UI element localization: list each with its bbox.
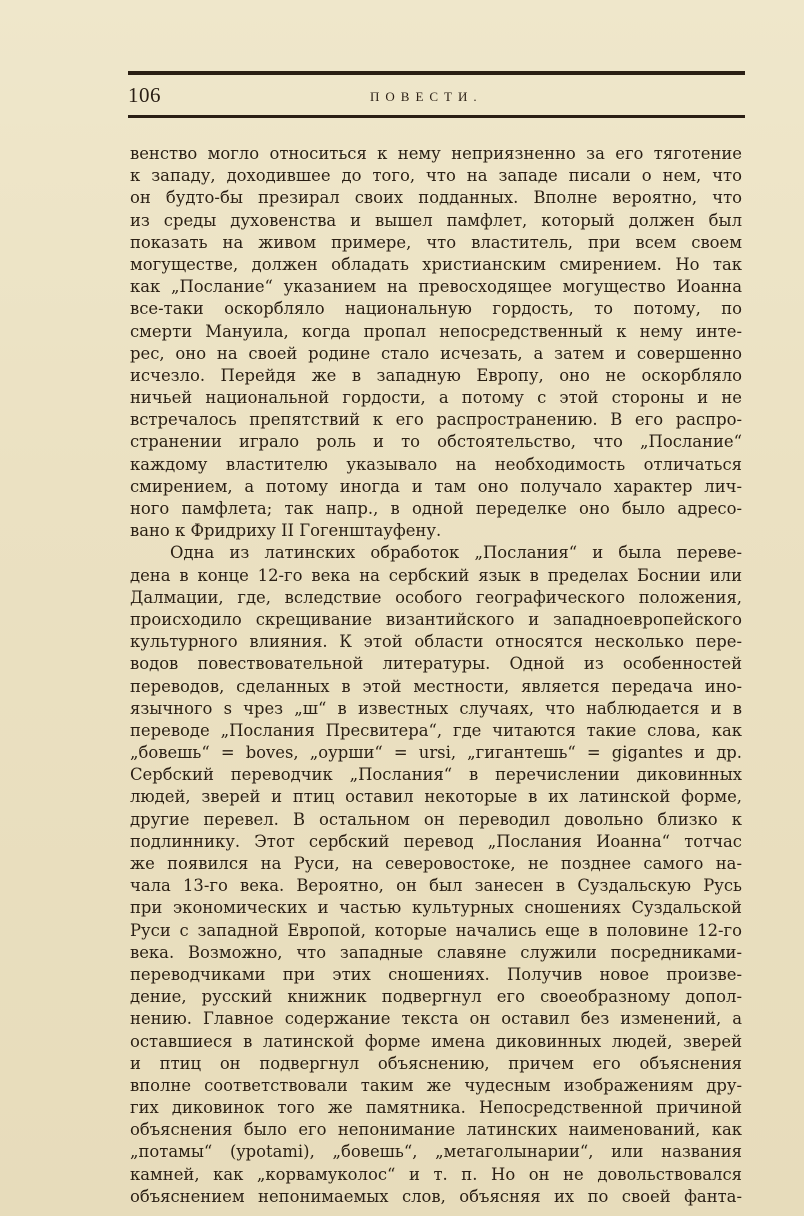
text-line: встречалось препятствий к его распространению. В его распро- — [130, 410, 742, 430]
text-line: к западу, доходившее до того, что на западе писали о нем, что — [130, 166, 742, 186]
text-line: же появился на Руси, на северовостоке, не позднее самого на- — [130, 854, 742, 873]
text-line: происходило скрещивание византийского и западноевропейского — [130, 609, 742, 629]
text-line: камней, как „корвамуколос“ и т. п. Но он не довольствовался — [130, 1164, 742, 1184]
text-line: ного памфлета; так напр., в одной переделке оно было адресо- — [130, 499, 742, 518]
text-line: переводе „Послания Пресвитера“, где читаются такие слова, как — [130, 720, 742, 740]
text-line: объяснения было его непонимание латинских наименований, как — [130, 1120, 742, 1140]
text-line: оставшиеся в латинской форме имена диковинных людей, зверей — [130, 1031, 742, 1051]
text-line: объяснением непонимаемых слов, объясняя их по своей фанта- — [130, 1186, 742, 1206]
header-top-rule — [128, 71, 745, 75]
text-line: людей, зверей и птиц оставил некоторые в их латинской форме, — [130, 787, 742, 807]
text-line: все-таки оскорбляло национальную гордость, то потому, по — [130, 299, 742, 319]
page-header — [128, 82, 745, 112]
text-line: смирением, а потому иногда и там оно получало характер лич- — [130, 476, 742, 496]
text-line: показать на живом примере, что властитель, при всем своем — [130, 232, 742, 252]
text-line: дена в конце 12-го века на сербский язык в пределах Боснии или — [130, 565, 742, 585]
running-head: ПОВЕСТИ. — [370, 89, 483, 104]
text-line: Далмации, где, вследствие особого географического положения, — [130, 587, 742, 607]
text-line: странении играло роль и то обстоятельство, что „Послание“ — [130, 432, 742, 452]
text-line: венство могло относиться к нему неприязненно за его тяготение — [130, 144, 742, 163]
text-line: подлиннику. Этот сербский перевод „Послания Иоанна“ тотчас — [130, 831, 742, 851]
text-line: исчезло. Перейдя же в западную Европу, оно не оскорбляло — [130, 365, 742, 385]
text-line: рес, оно на своей родине стало исчезать, а затем и совершенно — [130, 343, 742, 363]
text-line: гих диковинок того же памятника. Непосредственной причиной — [130, 1098, 742, 1118]
text-line: как „Послание“ указанием на превосходящее могущество Иоанна — [130, 277, 742, 297]
text-line: и птиц он подвергнул объяснению, причем его объяснения — [130, 1053, 742, 1073]
body-text — [130, 143, 742, 1208]
text-line: века. Возможно, что западные славяне служили посредниками- — [130, 942, 742, 962]
text-line: каждому властителю указывало на необходимость отличаться — [130, 454, 742, 474]
text-line: ничьей национальной гордости, а потому с этой стороны и не — [130, 388, 742, 408]
text-line: он будто-бы презирал своих подданных. Вполне вероятно, что — [130, 188, 742, 208]
text-line: Руси с западной Европой, которые начались еще в половине 12-го — [130, 920, 742, 940]
text-line: чала 13-го века. Вероятно, он был занесен в Суздальскую Русь — [130, 876, 742, 896]
text-line: другие перевел. В остальном он переводил довольно близко к — [130, 809, 742, 829]
text-line: водов повествовательной литературы. Одной из особенностей — [130, 654, 742, 674]
text-line: из среды духовенства и вышел памфлет, который должен был — [130, 210, 742, 230]
text-line: переводчиками при этих сношениях. Получив новое произве- — [130, 964, 742, 984]
text-line: нению. Главное содержание текста он оставил без изменений, а — [130, 1009, 742, 1029]
text-line: дение, русский книжник подвергнул его своеобразному допол- — [130, 987, 742, 1007]
header-bottom-rule — [128, 115, 745, 118]
text-line: „бовешь“ = boves, „оурши“ = ursi, „гигантешь“ = gigantes и др. — [130, 743, 742, 763]
text-line: вполне соответствовали таким же чудесным изображениям дру- — [130, 1075, 742, 1095]
page-number: 106 — [128, 83, 161, 107]
text-line: „потамы“ (ypotami), „бовешь“, „метаголынарии“, или названия — [130, 1142, 742, 1162]
text-line: культурного влияния. К этой области относятся несколько пере- — [130, 632, 742, 652]
text-line: язычного s чрез „ш“ в известных случаях, что наблюдается и в — [130, 698, 742, 718]
text-line: переводов, сделанных в этой местности, является передача ино- — [130, 676, 742, 696]
text-line: смерти Мануила, когда пропал непосредственный к нему инте- — [130, 321, 742, 341]
text-line: при экономических и частью культурных сношениях Суздальской — [130, 898, 742, 918]
text-line: вано к Фридриху II Гогенштауфену. — [130, 521, 442, 541]
text-line: могуществе, должен обладать христианским смирением. Но так — [130, 254, 742, 274]
text-line: Одна из латинских обработок „Послания“ и была переве- — [170, 543, 742, 563]
text-line: Сербский переводчик „Послания“ в перечислении диковинных — [130, 765, 742, 785]
